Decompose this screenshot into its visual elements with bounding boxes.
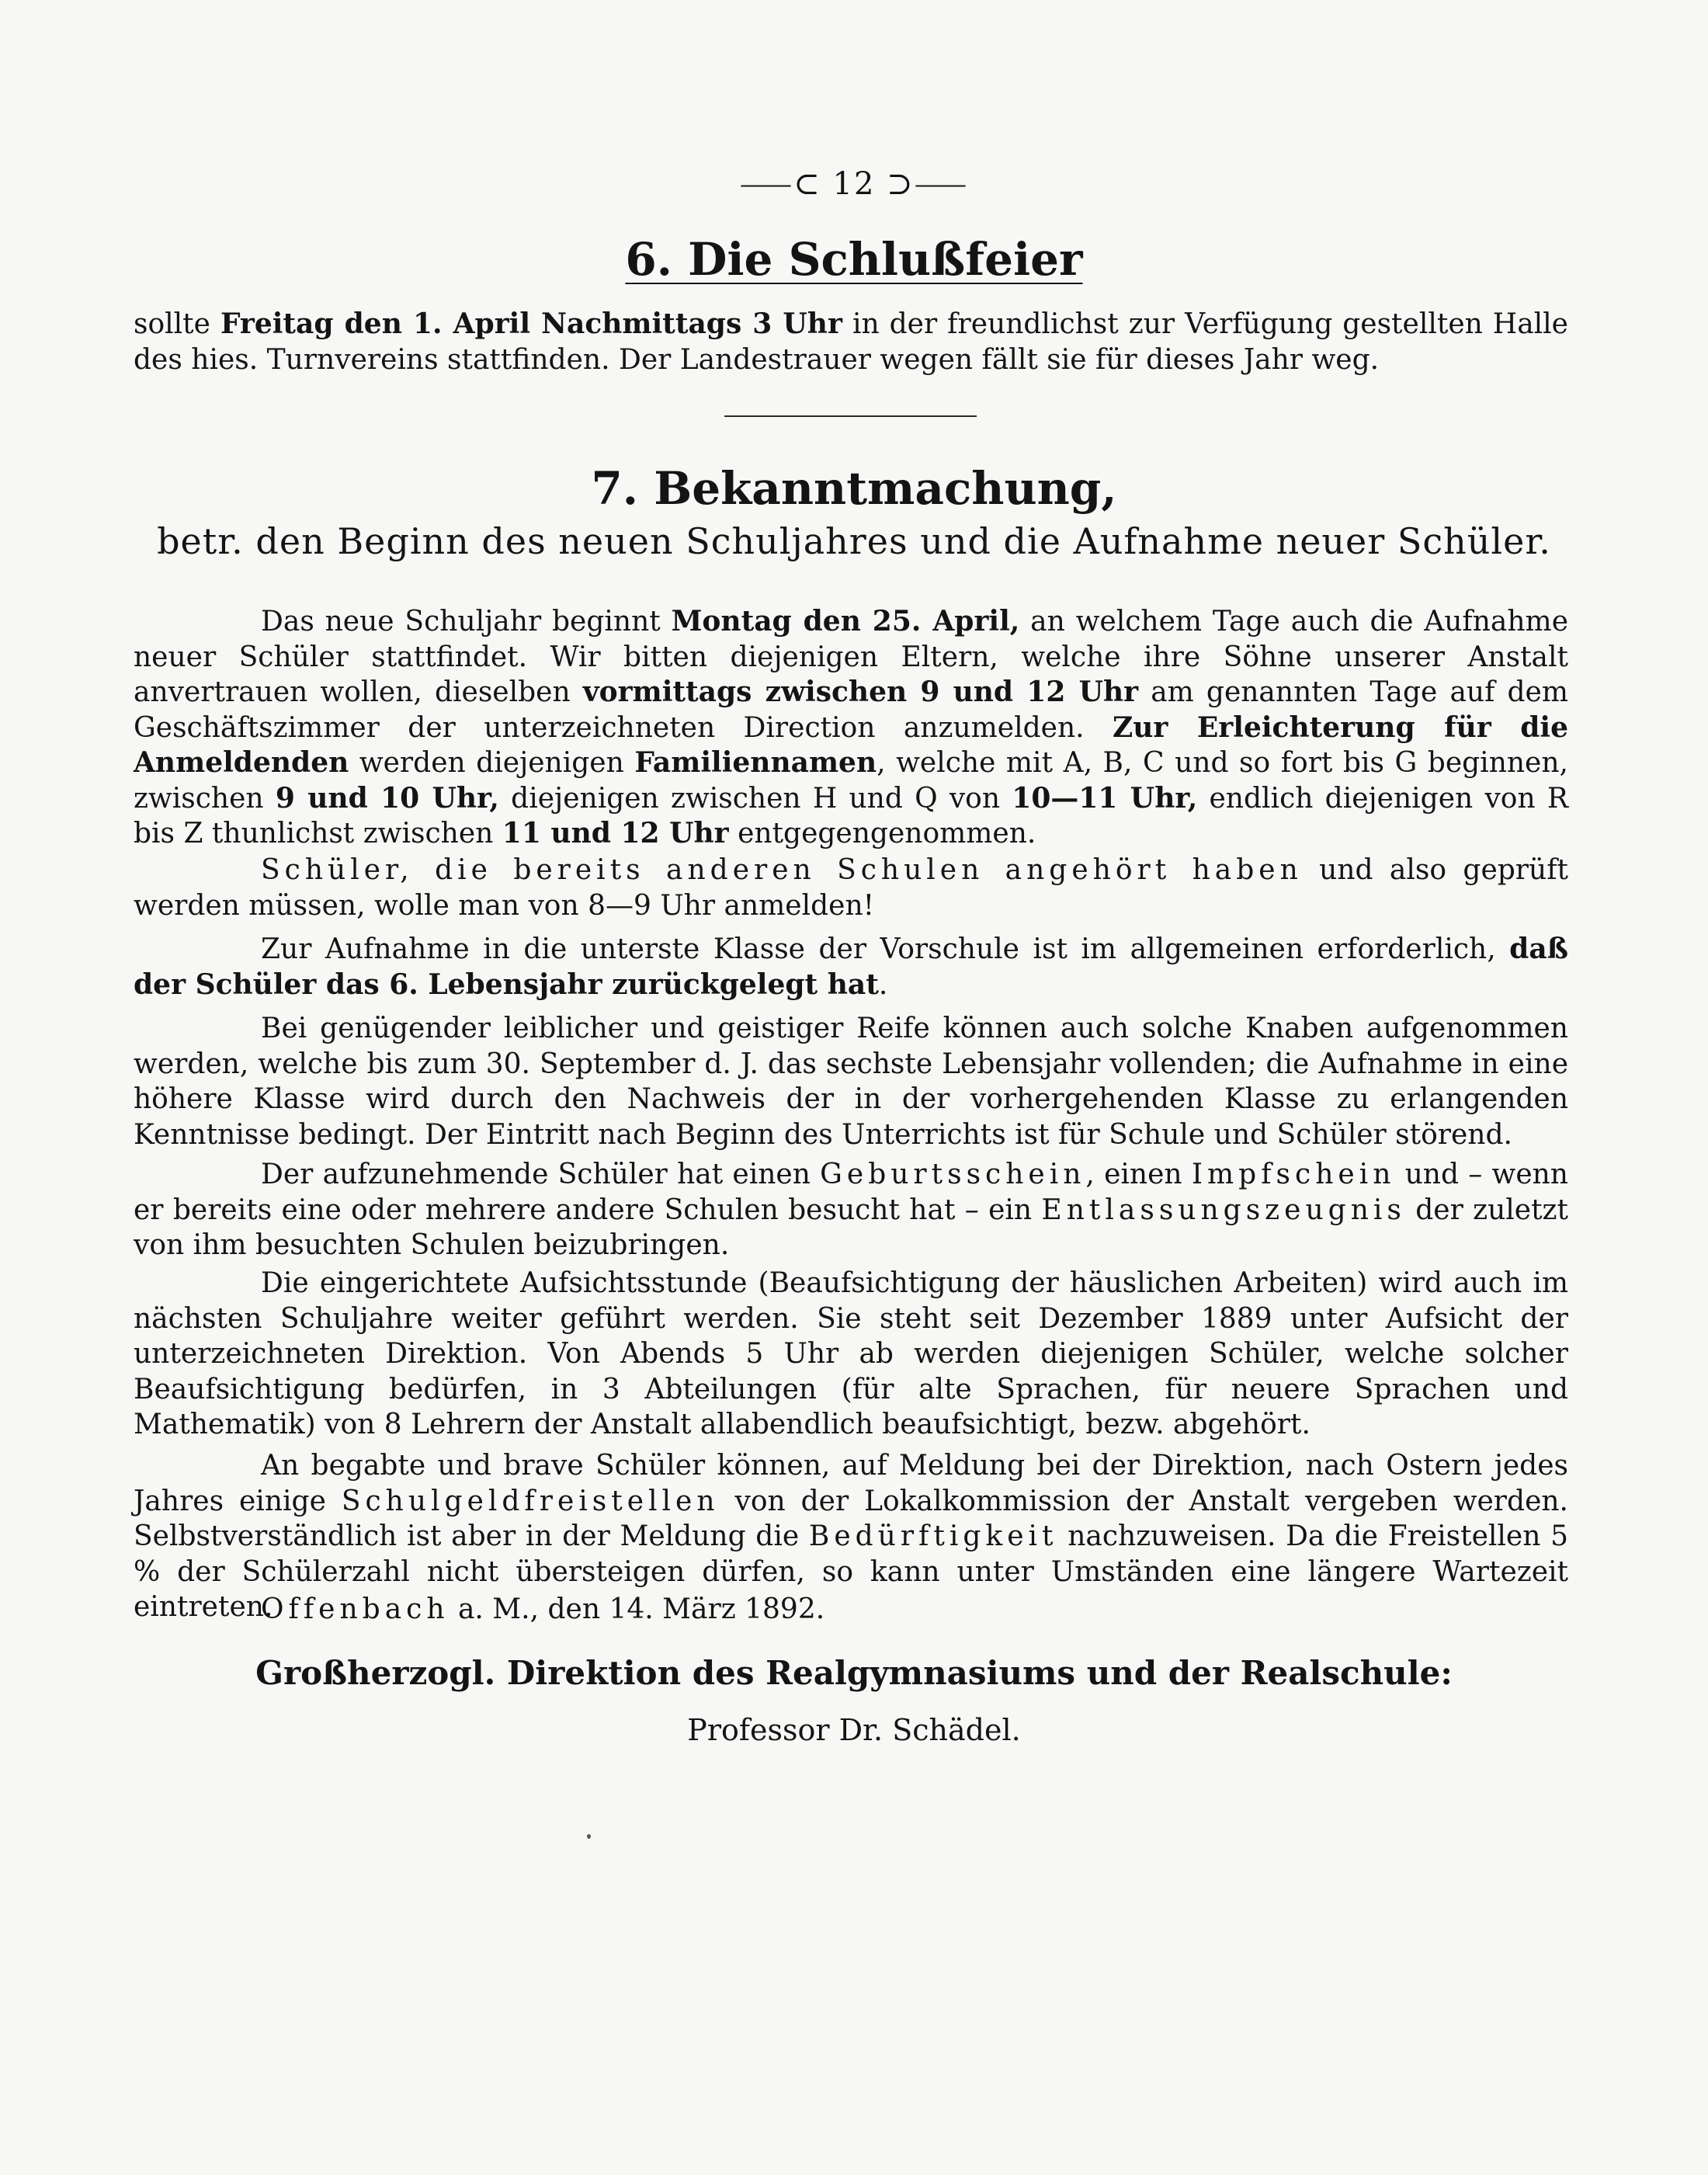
paper-speck: [587, 1834, 591, 1839]
page-number: [0, 159, 1708, 203]
signature-date-line: [261, 1592, 824, 1627]
emphasized-text: Montag den 25. April,: [671, 605, 1020, 638]
announcement-paragraph-documents: [134, 1157, 1568, 1263]
section-divider: [724, 415, 977, 417]
text-segment: , einen: [1085, 1159, 1192, 1190]
text-segment: Die eingerichtete Aufsichtsstunde (Beaufsichtigung der häuslichen Arbeiten) wird auch im nächsten Schuljahre weiter geführt werden. Sie steht seit Dezember 1889 unter Aufsicht der unterzeichneten Direktion. Von Abends 5 Uhr ab werden diejenigen Schüler, welche solcher Beaufsichtigung bedürfen, in 3 Abteilungen (für alte Sprachen, für neuere Sprachen und Mathematik) von 8 Lehrern der Anstalt allabendlich beaufsichtigt, bezw. abgehört.: [134, 1267, 1568, 1440]
text-segment: .: [878, 968, 888, 1001]
text-segment: Der aufzunehmende Schüler hat einen: [261, 1159, 821, 1190]
text-segment: sollte: [134, 308, 220, 340]
text-segment: und – wenn er bereits eine oder mehrere andere Schulen besucht hat – ein: [134, 1159, 1568, 1226]
emphasized-text: Freitag den 1. April Nachmittags 3 Uhr: [220, 307, 842, 340]
text-segment: Zur Aufnahme in die unterste Klasse der Vorschule ist im allgemeinen erforderlich,: [261, 933, 1510, 965]
section-6-title-text: 6. Die Schlußfeier: [625, 233, 1083, 286]
text-segment: von der Lokalkommission der Anstalt vergeben werden. Selbstverständlich ist aber in der Meldung die: [134, 1485, 1568, 1552]
emphasized-text: 11 und 12 Uhr: [502, 817, 729, 850]
text-segment: und also geprüft werden müssen, wolle man von 8—9 Uhr anmelden!: [134, 854, 1568, 922]
signature-name: Professor Dr. Schädel.: [687, 1713, 1021, 1747]
signature-place: Offenbach: [261, 1593, 450, 1625]
text-segment: diejenigen zwischen H und Q von: [498, 782, 1012, 815]
announcement-paragraph-transfer-students: [134, 853, 1568, 923]
section-6-title: [0, 233, 1708, 286]
text-segment: An begabte und brave Schüler können, auf Meldung bei der Direktion, nach Ostern jedes Jahres einige: [134, 1450, 1568, 1517]
announcement-paragraph-supervision: [134, 1266, 1568, 1443]
signature-authority: Großherzogl. Direktion des Realgymnasiums und der Realschule:: [255, 1654, 1453, 1692]
emphasized-text: Zur Erleichterung für die Anmeldenden: [134, 711, 1568, 779]
text-segment: endlich diejenigen von R bis Z thunlichst zwischen: [134, 782, 1568, 850]
emphasized-text: vormittags zwischen 9 und 12 Uhr: [582, 676, 1139, 708]
emphasized-text: 10—11 Uhr,: [1012, 781, 1198, 815]
text-segment: Das neue Schuljahr beginnt: [261, 606, 672, 638]
section-7-subtitle: betr. den Beginn des neuen Schuljahres und die Aufnahme neuer Schüler.: [157, 520, 1551, 562]
text-segment: , welche mit A, B, C und so fort bis G beginnen, zwischen: [134, 747, 1568, 815]
ornament-right-icon: ⊃⸺: [875, 166, 969, 202]
signature-date: a. M., den 14. März 1892.: [449, 1593, 825, 1625]
announcement-paragraph-age-requirement: [134, 932, 1568, 1002]
emphasized-text: daß der Schüler das 6. Lebensjahr zurückgelegt hat: [134, 933, 1568, 1001]
text-segment: werden diejenigen: [349, 747, 635, 779]
spaced-text: Geburtsschein: [820, 1159, 1086, 1190]
page-number-value: 12: [832, 166, 876, 202]
spaced-text: Bedürftigkeit: [808, 1520, 1058, 1552]
text-segment: Bei genügender leiblicher und geistiger Reife können auch solche Knaben aufgenommen werden, welche bis zum 30. September d. J. das sechste Lebensjahr vollenden; die Aufnahme in eine höhere Klasse wird durch den Nachweis der in der vorhergehenden Klasse zu erlangenden Kenntnisse bedingt. Der Eintritt nach Beginn des Unterrichts ist für Schule und Schüler störend.: [134, 1013, 1568, 1151]
spaced-text: Schulgeldfreistellen: [341, 1485, 720, 1517]
spaced-text: Impfschein: [1191, 1159, 1396, 1190]
emphasized-text: 9 und 10 Uhr,: [275, 781, 499, 815]
text-segment: am genannten Tage auf dem Geschäftszimmer der unterzeichneten Direction anzumelden.: [134, 676, 1568, 744]
section-6-paragraph: [134, 307, 1568, 377]
ornament-left-icon: ⸺⊂: [739, 166, 833, 202]
text-segment: nachzuweisen. Da die Freistellen 5 % der Schülerzahl nicht übersteigen dürfen, so kann unter Umständen eine längere Wartezeit eintreten.: [134, 1520, 1568, 1623]
text-segment: an welchem Tage auch die Aufnahme neuer Schüler stattfindet. Wir bitten diejenigen Eltern, welche ihre Söhne unserer Anstalt anvertrauen wollen, dieselben: [134, 606, 1569, 708]
text-segment: der zuletzt von ihm besuchten Schulen beizubringen.: [134, 1193, 1568, 1261]
spaced-text: Entlassungszeugnis: [1041, 1193, 1406, 1226]
text-segment: entgegengenommen.: [728, 818, 1036, 850]
announcement-paragraph-early-admission: [134, 1011, 1568, 1152]
announcement-paragraph-registration: [134, 604, 1568, 852]
section-7-title: 7. Bekanntmachung,: [591, 462, 1117, 515]
text-segment: in der freundlichst zur Verfügung gestellten Halle des hies. Turnvereins stattfinden. Der Landestrauer wegen fällt sie für dieses Jahr weg.: [134, 308, 1568, 376]
spaced-text: Schüler, die bereits anderen Schulen angehört haben: [261, 854, 1303, 886]
emphasized-text: Familiennamen: [634, 746, 877, 779]
